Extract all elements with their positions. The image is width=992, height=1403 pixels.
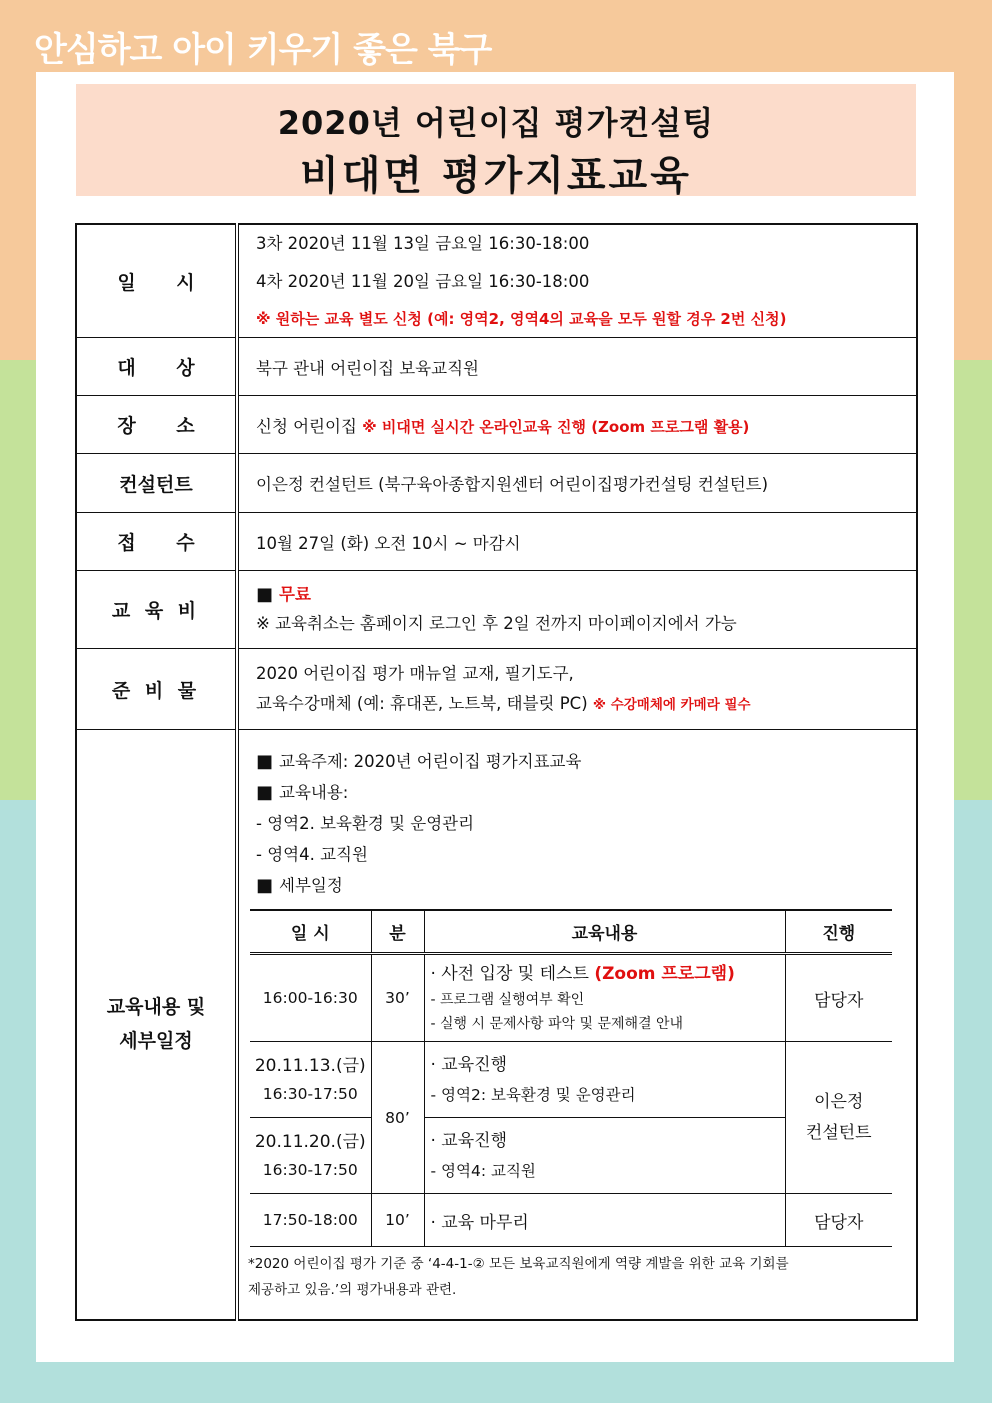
label-target: 대 상 — [76, 338, 237, 396]
document-page — [36, 72, 954, 1362]
row1-time: 16:00-16:30 — [250, 954, 371, 1042]
target-value: 북구 관내 어린이집 보육교직원 — [237, 338, 917, 396]
label-consultant: 컨설턴트 — [76, 454, 237, 513]
row3-time: 16:30-17:50 — [262, 1160, 358, 1179]
row1-desc-main: · 사전 입장 및 테스트 — [430, 964, 595, 984]
schedule-footnote — [248, 1251, 916, 1303]
row-content — [76, 730, 917, 1320]
row3-date: 20.11.20.(금) — [254, 1131, 366, 1152]
footnote-line2: 제공하고 있음.’의 평가내용과 관련. — [248, 1282, 457, 1298]
fee-note: ※ 교육취소는 홈페이지 로그인 후 2일 전까지 마이페이지에서 가능 — [256, 613, 737, 633]
content-title: 교육내용: — [279, 783, 349, 802]
label-content-line1: 교육내용 및 — [106, 996, 206, 1019]
row3-datetime — [250, 1118, 371, 1194]
title-line2: 비대면 평가지표교육 — [300, 153, 692, 199]
place-note: ※ 비대면 실시간 온라인교육 진행 (Zoom 프로그램 활용) — [362, 417, 750, 436]
row1-desc — [424, 954, 785, 1042]
topic-text: 교육주제: 2020년 어린이집 평가지표교육 — [279, 752, 582, 771]
fee-value: 무료 — [279, 584, 311, 604]
content-place — [237, 396, 917, 454]
header-minutes: 분 — [371, 910, 424, 954]
row4-time: 17:50-18:00 — [250, 1194, 371, 1247]
row2-desc-sub1: - 영역2: 보육환경 및 운영관리 — [430, 1085, 636, 1104]
row3-desc-sub1: - 영역4: 교직원 — [430, 1161, 536, 1180]
row2-desc — [424, 1042, 785, 1118]
header-slogan: 안심하고 아이 키우기 좋은 북구 — [34, 30, 492, 70]
row4-host: 담당자 — [785, 1194, 892, 1247]
label-fee: 교 육 비 — [76, 571, 237, 649]
title-line1: 2020년 어린이집 평가컨설팅 — [277, 104, 715, 142]
supplies-note: ※ 수강매체에 카메라 필수 — [592, 696, 751, 713]
topic-bullet-icon: ■ — [256, 751, 274, 772]
schedule-row-2 — [250, 1042, 892, 1118]
row-schedule — [76, 224, 917, 338]
footnote-line1: *2020 어린이집 평가 기준 중 ‘4-4-1-② 모든 보육교직원에게 역량 계발을 위한 교육 기회를 — [248, 1256, 789, 1272]
row2-time: 16:30-17:50 — [262, 1084, 358, 1103]
row-fee — [76, 571, 917, 649]
place-value: 신청 어린이집 — [256, 416, 363, 436]
label-place: 장 소 — [76, 396, 237, 454]
reception-value: 10월 27일 (화) 오전 10시 ~ 마감시 — [237, 513, 917, 571]
content-bullet-icon: ■ — [256, 782, 274, 803]
schedule-row-4 — [250, 1194, 892, 1247]
content-detail — [237, 730, 917, 1320]
info-table — [75, 223, 918, 1321]
consultant-value: 이은정 컨설턴트 (북구육아종합지원센터 어린이집평가컨설팅 컨설턴트) — [237, 454, 917, 513]
row2-desc-main: · 교육진행 — [430, 1054, 507, 1075]
schedule-note: ※ 원하는 교육 별도 신청 (예: 영역2, 영역4의 교육을 모두 원할 경우 2번 신청) — [256, 310, 787, 328]
row1-desc-sub1: - 프로그램 실행여부 확인 — [430, 992, 585, 1008]
row2-minutes: 80’ — [371, 1042, 424, 1194]
row-consultant — [76, 454, 917, 513]
row2-datetime — [250, 1042, 371, 1118]
fee-bullet-icon: ■ — [256, 583, 274, 605]
label-supplies: 준 비 물 — [76, 649, 237, 730]
row1-minutes: 30’ — [371, 954, 424, 1042]
label-content — [76, 730, 237, 1320]
area4-text: - 영역4. 교직원 — [256, 845, 368, 864]
content-supplies — [237, 649, 917, 730]
header-content: 교육내용 — [424, 910, 785, 954]
row-supplies — [76, 649, 917, 730]
area2-text: - 영역2. 보육환경 및 운영관리 — [256, 814, 475, 833]
row1-desc-highlight: (Zoom 프로그램) — [594, 964, 735, 984]
row3-desc — [424, 1118, 785, 1194]
row-target — [76, 338, 917, 396]
row2-date: 20.11.13.(금) — [254, 1055, 366, 1076]
label-content-line2: 세부일정 — [119, 1030, 193, 1053]
header-datetime: 일 시 — [250, 910, 371, 954]
row1-host: 담당자 — [785, 954, 892, 1042]
label-reception: 접 수 — [76, 513, 237, 571]
schedule-header-row — [250, 910, 892, 954]
supplies-line1: 2020 어린이집 평가 매뉴얼 교재, 필기도구, — [256, 663, 574, 683]
session-4: 4차 2020년 11월 20일 금요일 16:30-18:00 — [256, 272, 590, 291]
detail-bullet-icon: ■ — [256, 875, 274, 896]
header-host: 진행 — [785, 910, 892, 954]
row2-host-line2: 컨설턴트 — [805, 1122, 872, 1143]
row2-host — [785, 1042, 892, 1194]
row2-host-line1: 이은정 — [814, 1091, 864, 1112]
row1-desc-sub2: - 실행 시 문제사항 파악 및 문제해결 안내 — [430, 1016, 684, 1032]
row-place — [76, 396, 917, 454]
content-fee — [237, 571, 917, 649]
row4-desc: · 교육 마무리 — [424, 1194, 785, 1247]
detail-title: 세부일정 — [279, 876, 343, 895]
label-schedule: 일 시 — [76, 224, 237, 338]
content-schedule — [237, 224, 917, 338]
schedule-row-1 — [250, 954, 892, 1042]
title-box — [76, 84, 916, 199]
session-3: 3차 2020년 11월 13일 금요일 16:30-18:00 — [256, 234, 590, 253]
row-reception — [76, 513, 917, 571]
row4-minutes: 10’ — [371, 1194, 424, 1247]
supplies-line2: 교육수강매체 (예: 휴대폰, 노트북, 태블릿 PC) — [256, 693, 593, 713]
detail-schedule-table — [250, 909, 892, 1247]
row3-desc-main: · 교육진행 — [430, 1130, 507, 1151]
